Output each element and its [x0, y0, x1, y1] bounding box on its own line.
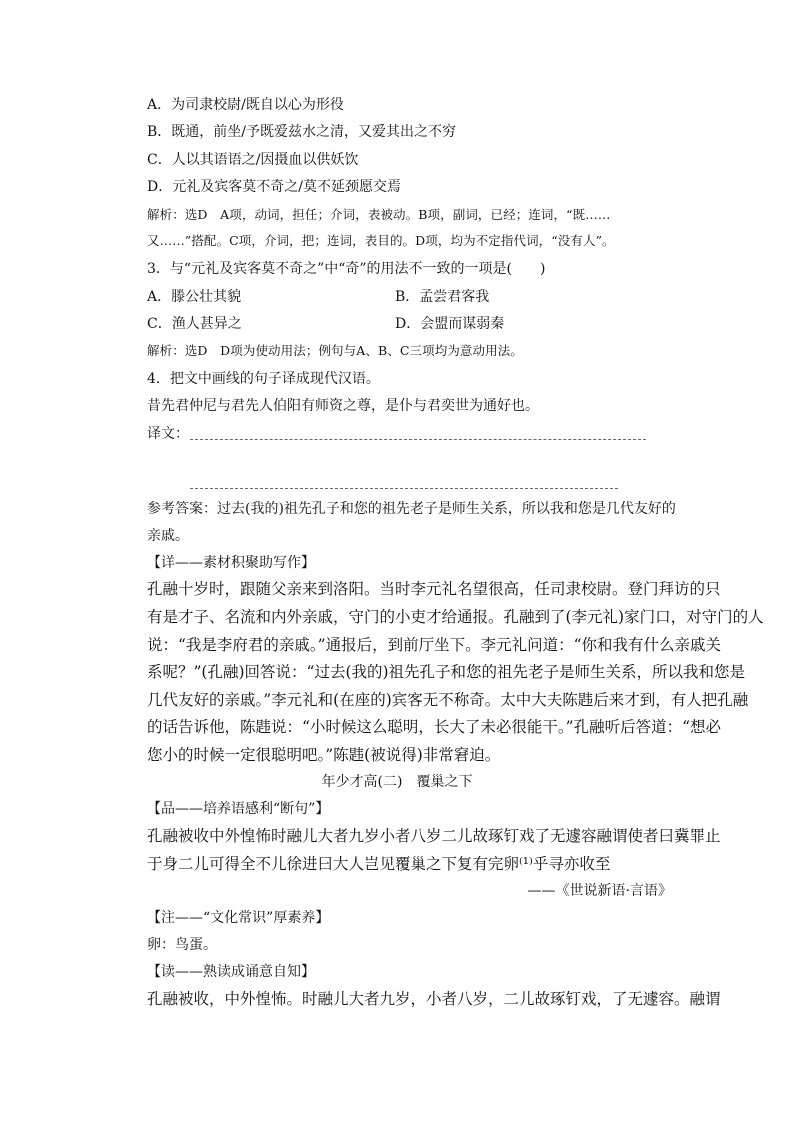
section-title-pin: 【品——培养语感利“断句”】 — [147, 801, 330, 817]
q2-analysis-line-2: 又……”搭配。C项，介词，把；连词，表目的。D项，均为不定指代词，“没有人”。 — [147, 233, 615, 248]
unpunctuated-line-2: 于身二儿可得全不儿徐进曰大人岂见覆巢之下复有完卵⁽¹⁾乎寻亦收至 — [147, 855, 611, 873]
answer-line — [190, 488, 618, 489]
detail-line-1: 孔融十岁时，跟随父亲来到洛阳。当时李元礼名望很高，任司隶校尉。登门拜访的只 — [147, 580, 721, 598]
q3-stem: 3．与“元礼及宾客莫不奇之”中“奇”的用法不一致的一项是( ) — [147, 261, 546, 277]
q3-analysis: 解析：选D D项为使动用法；例句与A、B、C三项均为意动用法。 — [147, 343, 523, 358]
q3-option-b: B．孟尝君客我 — [395, 289, 490, 305]
q3-option-c: C．渔人甚异之 — [147, 316, 242, 332]
note-1: 卵：鸟蛋。 — [147, 937, 217, 953]
q2-option-c: C．人以其语语之/因摄血以供妖饮 — [147, 152, 359, 168]
unpunctuated-line-1: 孔融被收中外惶怖时融儿大者九岁小者八岁二儿故琢钉戏了无遽容融谓使者曰冀罪止 — [147, 827, 721, 845]
q4-stem: 4．把文中画线的句子译成现代汉语。 — [147, 371, 380, 387]
q3-option-d: D．会盟而谋弱秦 — [395, 316, 505, 332]
q3-option-a: A．滕公壮其貌 — [147, 289, 242, 305]
detail-line-3: 说：“我是李府君的亲戚。”通报后，到前厅坐下。李元礼问道：“你和我有什么亲戚关 — [147, 636, 722, 654]
q2-analysis-line-1: 解析：选D A项，动词，担任；介词，表被动。B项，副词，已经；连词，“既…… — [147, 207, 611, 222]
detail-line-4: 系呢？”(孔融)回答说：“过去(我的)祖先孔子和您的祖先老子是师生关系，所以我和您是 — [147, 663, 746, 681]
detail-line-2: 有是才子、名流和内外亲戚，守门的小吏才给通报。孔融到了(李元礼)家门口，对守门的人 — [147, 608, 764, 626]
section-title-detail: 【详——素材积聚助写作】 — [147, 555, 315, 571]
q4-answer-line-1: 参考答案：过去(我的)祖先孔子和您的祖先老子是师生关系，所以我和您是几代友好的 — [147, 501, 676, 517]
section-title-zhu: 【注——“文化常识”厚素养】 — [147, 910, 330, 926]
q4-sentence: 昔先君仲尼与君先人伯阳有师资之尊，是仆与君奕世为通好也。 — [147, 398, 539, 414]
detail-line-5: 几代友好的亲戚。”李元礼和(在座的)宾客无不称奇。太中大夫陈韪后来才到，有人把孔融 — [147, 691, 749, 709]
q4-translation-label: 译文： — [147, 426, 189, 442]
punctuated-line-1: 孔融被收，中外惶怖。时融儿大者九岁，小者八岁，二儿故琢钉戏，了无遽容。融谓 — [147, 990, 721, 1008]
q2-option-d: D．元礼及宾客莫不奇之/莫不延颈愿交焉 — [147, 179, 401, 195]
q4-answer-line-2: 亲戚。 — [147, 528, 189, 544]
q2-option-b: B．既通，前坐/予既爱兹水之清，又爱其出之不穷 — [147, 124, 457, 140]
section-title-du: 【读——熟读成诵意自知】 — [147, 964, 315, 980]
detail-line-6: 的话告诉他，陈韪说：“小时候这么聪明，长大了未必很能干。”孔融听后答道：“想必 — [147, 718, 722, 736]
source: ——《世说新语·言语》 — [527, 883, 672, 899]
q2-option-a: A．为司隶校尉/既自以心为形役 — [147, 97, 344, 113]
answer-line — [190, 439, 646, 440]
detail-line-7: 您小的时候一定很聪明吧。”陈韪(被说得)非常窘迫。 — [147, 746, 501, 764]
part2-title: 年少才高(二) 覆巢之下 — [321, 774, 473, 790]
